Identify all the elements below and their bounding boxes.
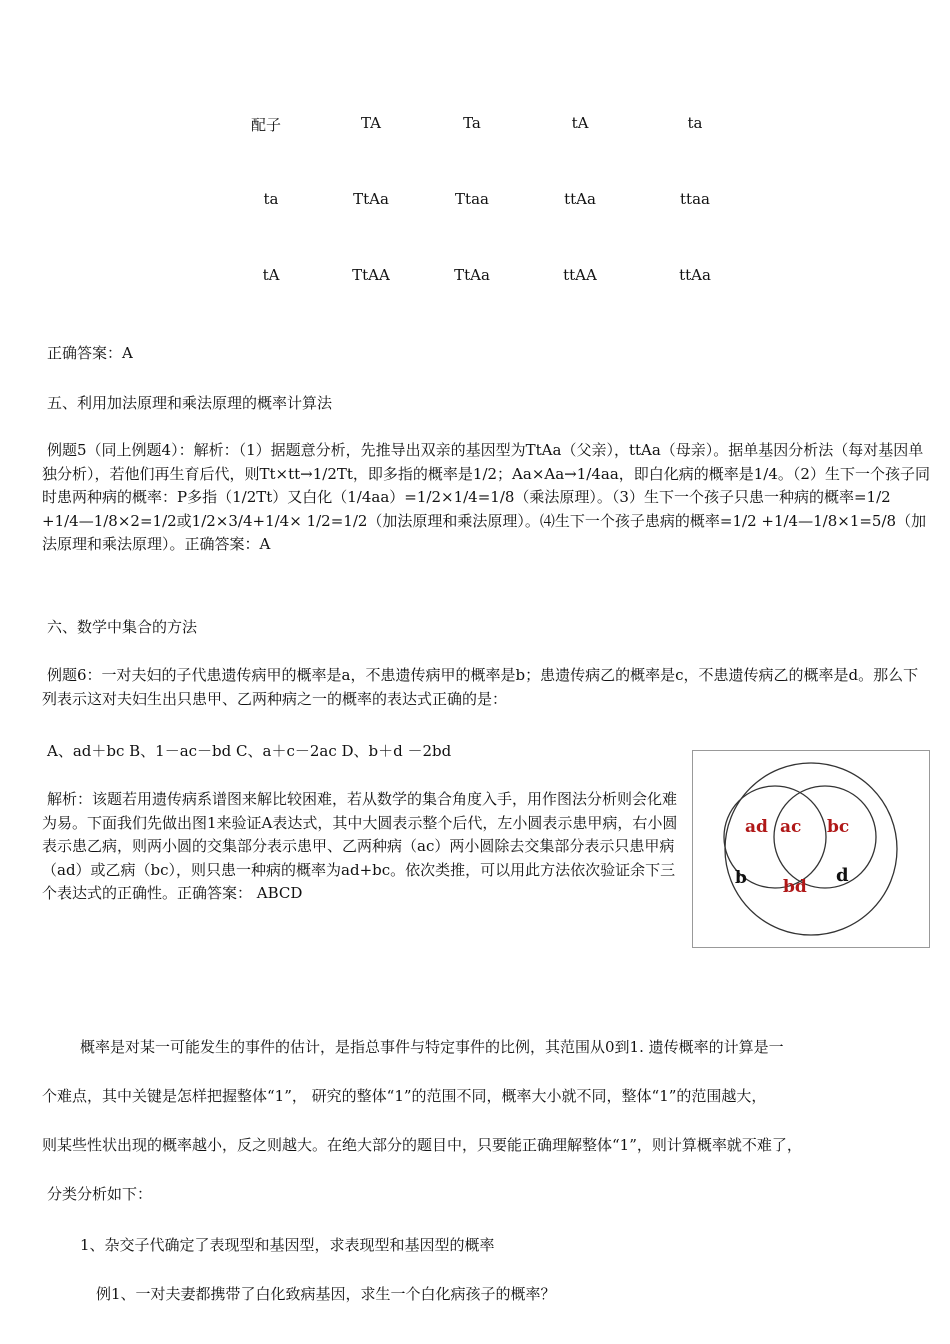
table-row-label: ta (263, 190, 279, 208)
table-row-label: tA (262, 266, 280, 284)
table-header-cell: tA (571, 114, 589, 132)
table-cell: Ttaa (455, 190, 489, 208)
table-cell: ttAA (563, 266, 597, 284)
table-header-cell: TA (360, 114, 382, 132)
example-five-paragraph: 例题5（同上例题4）：解析：（1）据题意分析，先推导出双亲的基因型为TtAa（父亲），ttAa（母亲）。据单基因分析法（每对基因单独分析），若他们再生育后代，则Tt×tt→1/2Tt，即多指的概率是1/2；Aa×Aa→1/4aa，即白化病的概率是1/4。（2）生下一个孩子同时患两种病的概率：P多指（1/2Tt）又白化（1/4aa）=1/2×1/4=1/8（乘法原理）。（3）生下一个孩子只患一种病的概率=1/2 +1/4—1/8×2=1/2或1/2×3/4+1/4× 1/2=1/2（加法原理和乘法原理）。⑷生下一个孩子患病的概率=1/2 +1/4—1/8×1=5/8（加法原理和乘法原理）。正确答案：A (42, 441, 930, 553)
table-cell: TtAa (353, 190, 389, 208)
intro-line: 则某些性状出现的概率越小，反之则越大。在绝大部分的题目中，只要能正确理解整体“1”，则计算概率就不难了， (42, 1136, 802, 1154)
section-five-title: 五、利用加法原理和乘法原理的概率计算法 (47, 394, 333, 412)
example-six-paragraph: 例题6：一对夫妇的子代患遗传病甲的概率是a，不患遗传病甲的概率是b；患遗传病乙的概率是c，不患遗传病乙的概率是d。那么下列表示这对夫妇生出只患甲、乙两种病之一的概率的表达式正确的是： (42, 666, 919, 708)
example-one-question: 例1、一对夫妻都携带了白化致病基因，求生一个白化病孩子的概率？ (96, 1285, 556, 1303)
table-header-cell: Ta (463, 114, 481, 132)
table-header-gamete: 配子 (250, 116, 281, 134)
venn-diagram (693, 751, 929, 947)
right-circle (774, 786, 876, 888)
table-cell: TtAa (454, 266, 490, 284)
table-header-cell: ta (687, 114, 703, 132)
venn-label-bd: bd (783, 877, 807, 897)
intro-line: 概率是对某一可能发生的事件的估计，是指总事件与特定事件的比例，其范围从0到1. 遗传概率的计算是一 (80, 1038, 784, 1056)
venn-label-b: b (735, 868, 747, 888)
outer-circle (725, 763, 897, 935)
intro-line: 个难点，其中关键是怎样把握整体“1”， 研究的整体“1”的范围不同，概率大小就不同，整体“1”的范围越大， (42, 1087, 767, 1105)
analysis-paragraph: 解析：该题若用遗传病系谱图来解比较困难，若从数学的集合角度入手，用作图法分析则会化难为易。下面我们先做出图1来验证A表达式，其中大圆表示整个后代，左小圆表示患甲病，右小圆表示患乙病，则两小圆的交集部分表示患甲、乙两种病（ac）两小圆除去交集部分表示只患甲病（ad）或乙病（bc），则只患一种病的概率为ad+bc。依次类推，可以用此方法依次验证余下三个表达式的正确性。正确答案： ABCD (42, 790, 678, 902)
answer-options: A、ad＋bc B、1－ac－bd C、a＋c－2ac D、b＋d －2bd (47, 742, 452, 760)
venn-label-ac: ac (780, 817, 802, 837)
table-cell: ttaa (680, 190, 710, 208)
venn-label-bc: bc (827, 817, 850, 837)
section-six-title: 六、数学中集合的方法 (47, 618, 198, 636)
table-cell: ttAa (564, 190, 596, 208)
table-cell: ttAa (679, 266, 711, 284)
venn-label-d: d (836, 865, 849, 886)
intro-line: 分类分析如下： (47, 1185, 153, 1203)
table-cell: TtAA (352, 266, 390, 284)
answer-line: 正确答案：A (47, 344, 133, 362)
venn-diagram-figure (692, 750, 930, 948)
venn-label-ad: ad (745, 817, 768, 837)
item-one-heading: 1、杂交子代确定了表现型和基因型，求表现型和基因型的概率 (80, 1236, 495, 1254)
